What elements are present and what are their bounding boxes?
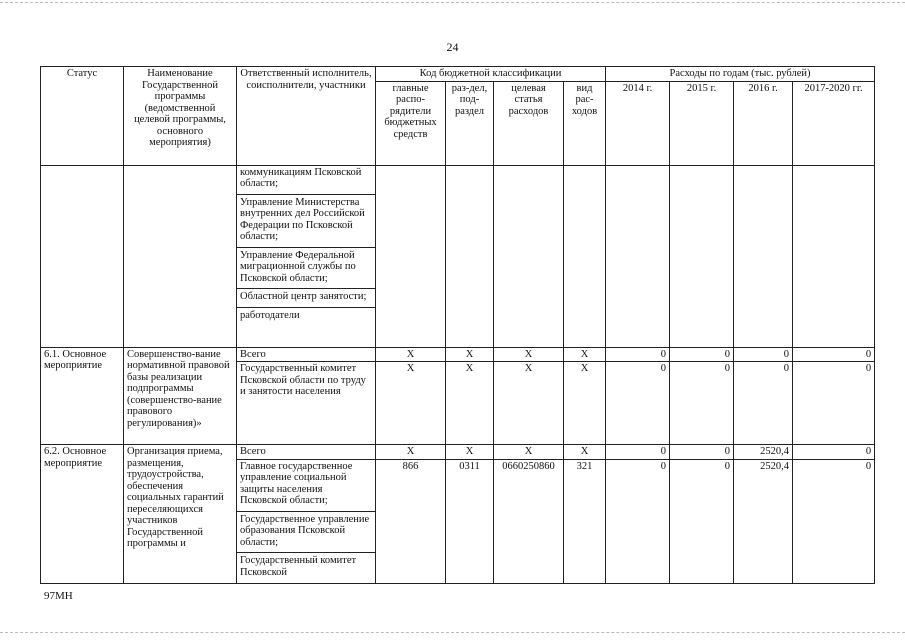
col-name: Наименование Государственной программы (ведомственной целевой программы, основного мероприятия) [124, 67, 237, 166]
col-2017-2020: 2017-2020 гг. [793, 81, 875, 165]
col-executor: Ответственный исполнитель, соисполнители, участники [237, 67, 376, 166]
footer-code: 97МН [44, 590, 73, 602]
col-csr: целевая статья расходов [494, 81, 564, 165]
executor-item: Государственное управление образования Псковской области; [237, 511, 375, 553]
table-row: 6.2. Основное мероприятие Организация приема, размещения, трудоустройства, обеспечения социальных гарантий переселяющихся участников Государственной программы и Всего X X X X 0 0 2520,4 0 [41, 445, 875, 460]
col-budget-code: Код бюджетной классификации [376, 67, 606, 82]
scan-edge-top [0, 2, 905, 3]
row-name: Совершенство-вание нормативной правовой базы реализации подпрограммы (совершенство-вание правового регулирования)» [124, 347, 237, 445]
row-status: 6.2. Основное мероприятие [41, 445, 124, 584]
continuation-row [41, 165, 875, 347]
executor-item: Главное государственное управление социальной защиты населения Псковской области; [240, 460, 353, 506]
row-total-label: Всего [237, 445, 376, 460]
row-status: 6.1. Основное мероприятие [41, 347, 124, 445]
col-vr: вид рас-ходов [564, 81, 606, 165]
row-total-label: Всего [237, 347, 376, 362]
continuation-executors [237, 165, 376, 347]
executor-item: Управление Министерства внутренних дел Российской Федерации по Псковской области; [237, 194, 375, 247]
row-executor: Государственный комитет Псковской области по труду и занятости населения [237, 362, 376, 445]
table-row: Главное государственное управление социальной защиты населения Псковской области; Государственное управление образования Псковской области; Государственный комитет Псковской 866 0311 0660250860 321 0 0 2520,4 0 [41, 459, 875, 584]
col-2016: 2016 г. [734, 81, 793, 165]
page-number: 24 [446, 40, 459, 54]
col-grbs: главные распо-рядители бюджетных средств [376, 81, 446, 165]
executor-item: Областной центр занятости; [237, 288, 375, 307]
row-name: Организация приема, размещения, трудоустройства, обеспечения социальных гарантий переселяющихся участников Государственной программы и [124, 445, 237, 584]
col-2015: 2015 г. [670, 81, 734, 165]
table-row: Государственный комитет Псковской области по труду и занятости населения X X X X 0 0 0 0 [41, 362, 875, 445]
row-executors [237, 459, 376, 584]
col-status: Статус [41, 67, 124, 166]
budget-table [40, 66, 875, 584]
col-rzpr: раз-дел, под-раздел [446, 81, 494, 165]
table-row: 6.1. Основное мероприятие Совершенство-вание нормативной правовой базы реализации подпрограммы (совершенство-вание правового регулирования)» Всего X X X X 0 0 0 0 [41, 347, 875, 362]
scan-edge-bottom [0, 632, 905, 633]
executor-item: Управление Федеральной миграционной службы по Псковской области; [237, 247, 375, 289]
col-2014: 2014 г. [606, 81, 670, 165]
col-expenses: Расходы по годам (тыс. рублей) [606, 67, 875, 82]
executor-item: работодатели [237, 307, 375, 326]
executor-item: коммуникациям Псковской области; [240, 166, 362, 189]
header-row-1 [41, 67, 875, 82]
executor-item: Государственный комитет Псковской [237, 552, 375, 582]
